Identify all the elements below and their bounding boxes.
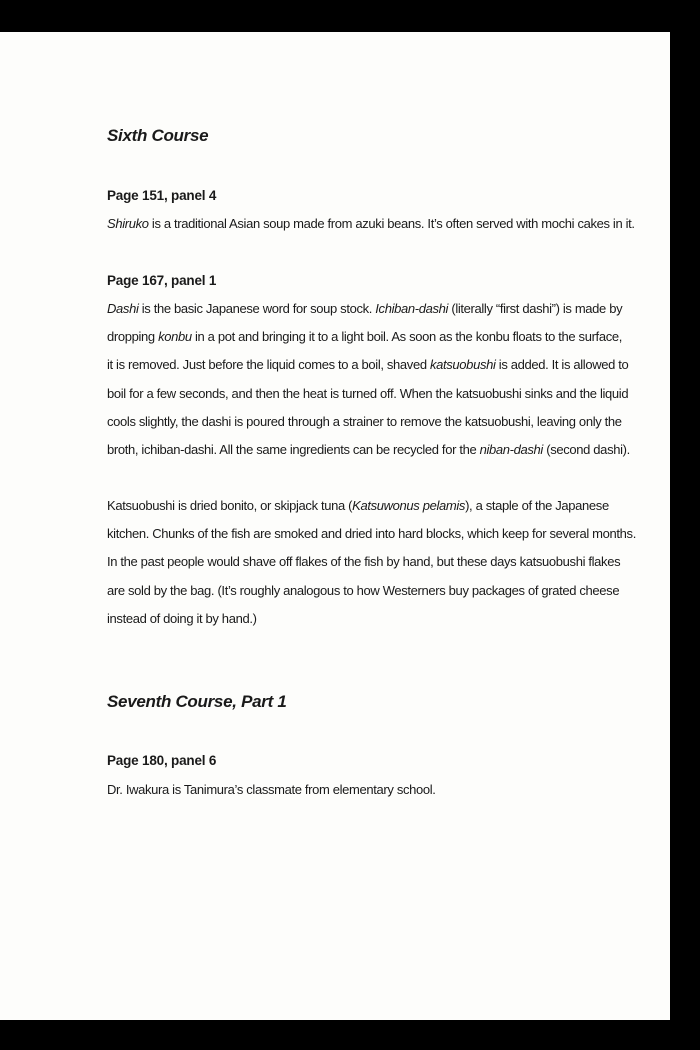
text-line: kitchen. Chunks of the fish are smoked and dried into hard blocks, which keep for several months. (107, 526, 636, 542)
text-line: cools slightly, the dashi is poured through a strainer to remove the katsuobushi, leaving only the (107, 413, 622, 429)
text-line: it is removed. Just before the liquid comes to a boil, shaved katsuobushi is added. It is allowed to (107, 357, 629, 373)
italic-term: Dashi (107, 301, 139, 316)
text-line: dropping konbu in a pot and bringing it to a light boil. As soon as the konbu floats to the surface, (107, 329, 622, 345)
note-paragraph-dashi (107, 295, 630, 464)
note-text-page-180 (107, 776, 627, 804)
text-line: In the past people would shave off flakes of the fish by hand, but these days katsuobushi flakes (107, 554, 621, 570)
section-title-sixth-course: Sixth Course (107, 126, 209, 145)
italic-term: katsuobushi (429, 357, 496, 373)
note-text-shiruko: is a traditional Asian soup made from azuki beans. It’s often served with mochi cakes in it. (148, 216, 635, 231)
text-line: instead of doing it by hand.) (107, 610, 257, 626)
note-paragraph-katsuobushi (107, 492, 636, 633)
note-heading-page-151: Page 151, panel 4 (107, 188, 217, 203)
text-line: broth, ichiban-dashi. All the same ingredients can be recycled for the niban-dashi (second dashi). (107, 442, 630, 458)
note-heading-page-167: Page 167, panel 1 (107, 273, 217, 288)
italic-term: Katsuwonus pelamis (352, 498, 466, 513)
note-text-page-151 (107, 210, 635, 238)
note-line: Dr. Iwakura is Tanimura’s classmate from elementary school. (107, 782, 436, 797)
italic-term: konbu (158, 329, 192, 345)
text-line: are sold by the bag. (It’s roughly analogous to how Westerners buy packages of grated cheese (107, 582, 620, 598)
note-heading-page-180: Page 180, panel 6 (107, 753, 217, 768)
text-line: boil for a few seconds, and then the heat is turned off. When the katsuobushi sinks and the liquid (107, 385, 629, 401)
italic-term: niban-dashi (479, 442, 543, 458)
text-line: Dashi is the basic Japanese word for soup stock. Ichiban-dashi (literally “first dashi”) is made by (107, 301, 623, 316)
book-page (0, 32, 670, 1020)
italic-term: Ichiban-dashi (375, 301, 449, 316)
term-shiruko: Shiruko (107, 216, 149, 231)
text-line: Katsuobushi is dried bonito, or skipjack tuna (Katsuwonus pelamis), a staple of the Japanese (107, 498, 609, 513)
section-title-seventh-course: Seventh Course, Part 1 (107, 692, 287, 711)
